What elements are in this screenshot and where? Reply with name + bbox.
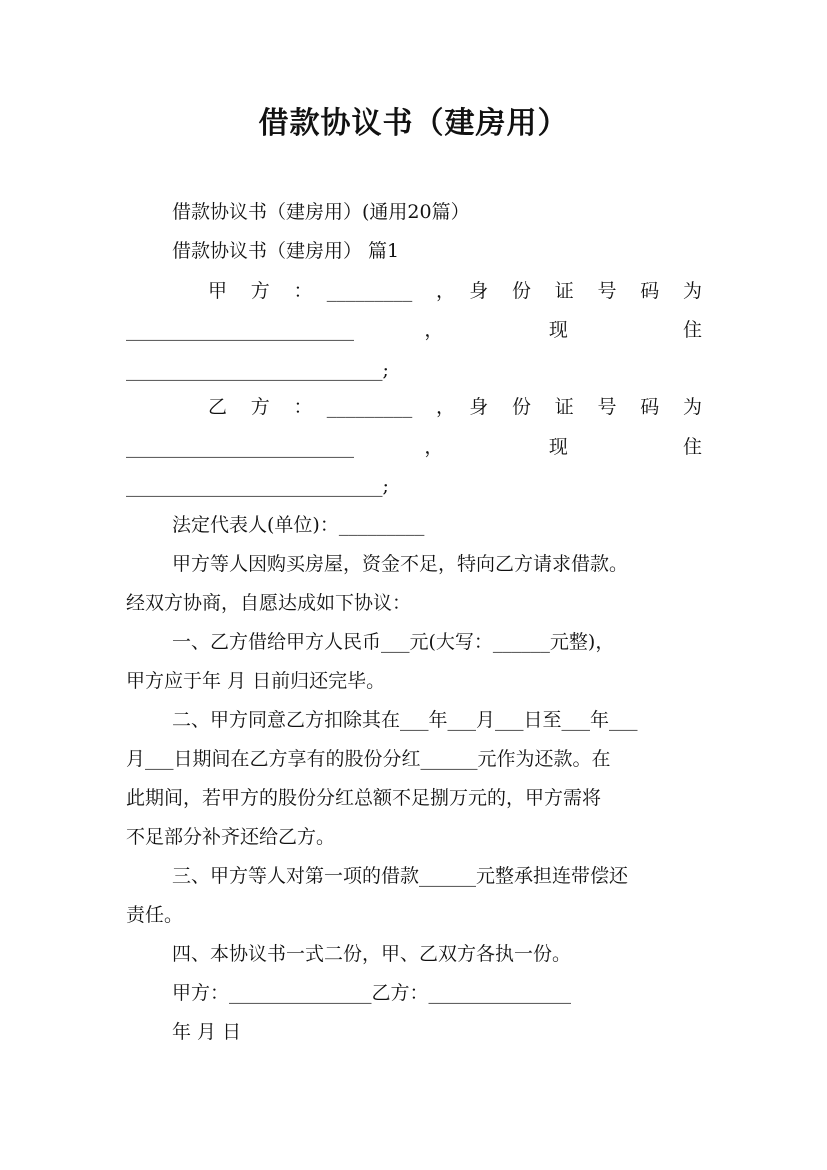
party-a-line: 甲 方 ： _________ ， 身 份 证 号 码 为: [208, 280, 702, 302]
clause-4-line: 四、本协议书一式二份，甲、乙双方各执一份。: [172, 943, 572, 965]
clause-1-line-1: 一、乙方借给甲方人民币___元(大写：______元整)，: [172, 631, 615, 653]
party-b-line: 乙 方 ： _________ ， 身 份 证 号 码 为: [208, 396, 702, 418]
party-b-id-line: ________________________ ， 现 住: [126, 436, 702, 458]
clause-1-line-2: 甲方应于年 月 日前归还完毕。: [126, 670, 386, 692]
subtitle-line: 借款协议书（建房用）(通用20篇）: [172, 201, 470, 223]
legal-representative-line: 法定代表人(单位)：_________: [172, 514, 425, 536]
section-heading: 借款协议书（建房用） 篇1: [172, 240, 400, 262]
party-a-id-line: ________________________ ， 现 住: [126, 319, 702, 341]
intro-paragraph-line-1: 甲方等人因购买房屋，资金不足，特向乙方请求借款。: [172, 553, 629, 575]
clause-2-line-4: 不足部分补齐还给乙方。: [126, 826, 336, 848]
party-b-address-line: ___________________________;: [126, 475, 389, 497]
document-title: 借款协议书（建房用）: [258, 106, 569, 141]
clause-3-line-2: 责任。: [126, 904, 184, 926]
clause-2-line-1: 二、甲方同意乙方扣除其在___年___月___日至___年___: [172, 709, 638, 731]
intro-paragraph-line-2: 经双方协商，自愿达成如下协议：: [126, 592, 412, 614]
clause-3-line-1: 三、甲方等人对第一项的借款______元整承担连带偿还: [172, 865, 629, 887]
party-a-address-line: ___________________________;: [126, 359, 389, 381]
clause-2-line-3: 此期间，若甲方的股份分红总额不足捌万元的，甲方需将: [126, 787, 602, 809]
date-line: 年 月 日: [172, 1021, 242, 1043]
signature-line: 甲方：_______________乙方：_______________: [172, 982, 572, 1004]
clause-2-line-2: 月___日期间在乙方享有的股份分红______元作为还款。在: [126, 748, 611, 770]
